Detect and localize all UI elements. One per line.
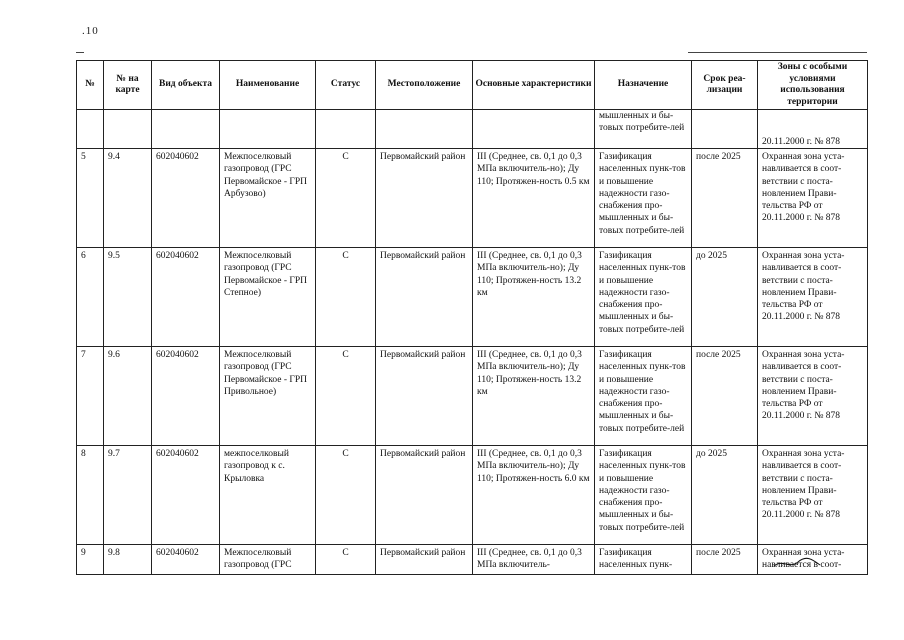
cell-deadline: до 2025 [692,248,758,347]
cell-location: Первомайский район [376,149,473,248]
table-row [77,248,868,347]
cell-num: 9 [77,545,104,575]
cell-purpose: Газификация населенных пунк-тов и повышение надежности газо-снабжения про-мышленных и бы-товых потребите-лей [595,347,692,446]
cell-map-num: 9.6 [104,347,152,446]
cell-name: Межпоселковый газопровод (ГРС Первомайское - ГРП Привольное) [220,347,316,446]
cell-location: Первомайский район [376,446,473,545]
header-status: Статус [316,61,376,110]
table-row [77,446,868,545]
cell-purpose: Газификация населенных пунк-тов и повышение надежности газо-снабжения про-мышленных и бы-товых потребите-лей [595,446,692,545]
cell-deadline: после 2025 [692,545,758,575]
top-rule-left [76,52,84,53]
cell-status: С [316,347,376,446]
page-number: .10 [82,25,99,37]
continuation-row [77,110,868,149]
cell-deadline: до 2025 [692,446,758,545]
cell-status: С [316,248,376,347]
cell-map-num: 9.7 [104,446,152,545]
cell-status: С [316,446,376,545]
table-row [77,545,868,575]
cell-zones: Охранная зона уста-навливается в соот-ветствии с поста-новлением Прави-тельства РФ от 20.11.2000 г. № 878 [758,149,868,248]
header-deadline: Срок реа-лизации [692,61,758,110]
cell-zones: Охранная зона уста-навливается в соот-ветствии с поста-новлением Прави-тельства РФ от 20.11.2000 г. № 878 [758,446,868,545]
cell-object-type: 602040602 [152,446,220,545]
cell-num: 7 [77,347,104,446]
top-rule-right [688,52,867,53]
cell-characteristics: III (Среднее, св. 0,1 до 0,3 МПа включитель-но); Ду 110; Протяжен-ность 6.0 км [473,446,595,545]
cell-deadline: после 2025 [692,149,758,248]
cell-object-type: 602040602 [152,545,220,575]
cell-map-num: 9.8 [104,545,152,575]
cell-map-num: 9.5 [104,248,152,347]
cell-num: 8 [77,446,104,545]
cell-name: Межпоселковый газопровод (ГРС Первомайское - ГРП Степное) [220,248,316,347]
cell-name: Межпоселковый газопровод (ГРС [220,545,316,575]
header-num: № [77,61,104,110]
cell-location: Первомайский район [376,347,473,446]
cell-num: 6 [77,248,104,347]
header-object-type: Вид объекта [152,61,220,110]
header-characteristics: Основные характеристики [473,61,595,110]
cell-purpose: Газификация населенных пунк-тов и повышение надежности газо-снабжения про-мышленных и бы-товых потребите-лей [595,248,692,347]
header-purpose: Назначение [595,61,692,110]
cell-location: Первомайский район [376,545,473,575]
cell-map-num: 9.4 [104,149,152,248]
cell-characteristics: III (Среднее, св. 0,1 до 0,3 МПа включитель-но); Ду 110; Протяжен-ность 13.2 км [473,248,595,347]
cell-name: Межпоселковый газопровод (ГРС Первомайское - ГРП Арбузово) [220,149,316,248]
cell-location: Первомайский район [376,248,473,347]
cell-status: С [316,545,376,575]
continuation-purpose: мышленных и бы-товых потребите-лей [595,110,692,149]
cell-status: С [316,149,376,248]
header-location: Местоположение [376,61,473,110]
table-header-row [77,61,868,110]
header-name: Наименование [220,61,316,110]
continuation-zones: 20.11.2000 г. № 878 [758,110,868,149]
cell-num: 5 [77,149,104,248]
table-row [77,149,868,248]
cell-purpose: Газификация населенных пунк-тов и повышение надежности газо-снабжения про-мышленных и бы-товых потребите-лей [595,149,692,248]
cell-purpose: Газификация населенных пунк- [595,545,692,575]
header-map-num: № на карте [104,61,152,110]
cell-object-type: 602040602 [152,347,220,446]
cell-characteristics: III (Среднее, св. 0,1 до 0,3 МПа включитель- [473,545,595,575]
cell-object-type: 602040602 [152,248,220,347]
cell-zones: Охранная зона уста-навливается в соот-ветствии с поста-новлением Прави-тельства РФ от 20.11.2000 г. № 878 [758,347,868,446]
header-zones: Зоны с особыми условиями использования территории [758,61,868,110]
gas-pipelines-table [76,60,868,575]
cell-zones: Охранная зона уста-навливается в соот- [758,545,868,575]
cell-deadline: после 2025 [692,347,758,446]
signature-scribble [772,557,822,569]
cell-name: межпоселковый газопровод к с. Крыловка [220,446,316,545]
cell-characteristics: III (Среднее, св. 0,1 до 0,3 МПа включитель-но); Ду 110; Протяжен-ность 13.2 км [473,347,595,446]
cell-characteristics: III (Среднее, св. 0,1 до 0,3 МПа включитель-но); Ду 110; Протяжен-ность 0.5 км [473,149,595,248]
cell-object-type: 602040602 [152,149,220,248]
table-row [77,347,868,446]
cell-zones: Охранная зона уста-навливается в соот-ветствии с поста-новлением Прави-тельства РФ от 20.11.2000 г. № 878 [758,248,868,347]
